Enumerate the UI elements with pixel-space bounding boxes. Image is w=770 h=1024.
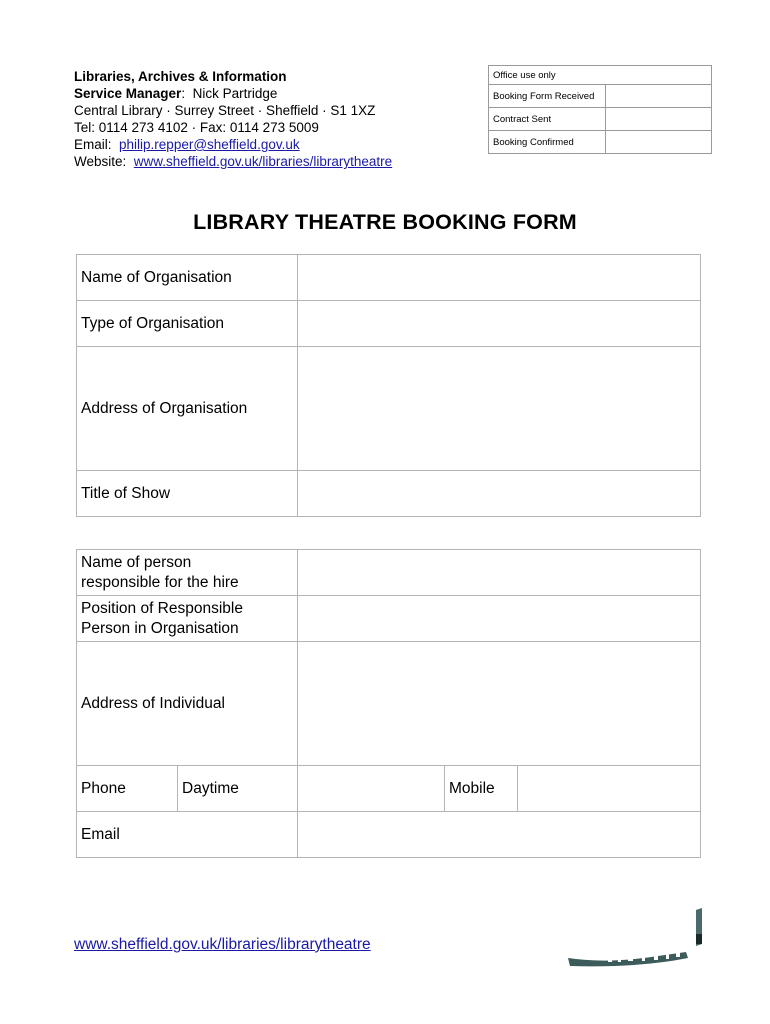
service-manager-line: Service Manager: Nick Partridge [74, 86, 278, 101]
position-label [77, 596, 298, 642]
position-field[interactable] [298, 596, 701, 642]
organisation-type-field[interactable] [298, 301, 701, 347]
position-label-line2: Person in Organisation [81, 619, 239, 637]
organisation-name-label: Name of Organisation [77, 255, 298, 301]
responsible-label-line2: responsible for the hire [81, 573, 239, 591]
organisation-table [76, 254, 701, 517]
daytime-phone-field[interactable] [298, 766, 445, 812]
show-title-field[interactable] [298, 471, 701, 517]
contract-sent-field[interactable] [606, 108, 712, 131]
contract-sent-label: Contract Sent [489, 108, 606, 131]
manager-label: Service Manager [74, 86, 182, 101]
individual-address-label: Address of Individual [77, 642, 298, 766]
responsible-person-table [76, 549, 701, 858]
organisation-type-label: Type of Organisation [77, 301, 298, 347]
organisation-address-label: Address of Organisation [77, 347, 298, 471]
tel-fax: Tel: 0114 273 4102 · Fax: 0114 273 5009 [74, 120, 319, 135]
footer-website-link[interactable]: www.sheffield.gov.uk/libraries/librarytheatre [74, 936, 371, 953]
mobile-phone-field[interactable] [518, 766, 701, 812]
council-logo [568, 908, 704, 972]
website-link[interactable]: www.sheffield.gov.uk/libraries/librarytheatre [133, 154, 393, 169]
responsible-label-line1: Name of person [81, 553, 192, 571]
mobile-label: Mobile [445, 766, 518, 812]
organisation-name-field[interactable] [298, 255, 701, 301]
booking-form-received-field[interactable] [606, 85, 712, 108]
email-line [74, 136, 392, 153]
office-use-table [488, 65, 712, 154]
booking-confirmed-label: Booking Confirmed [489, 131, 606, 154]
organisation-address-field[interactable] [298, 347, 701, 471]
org-name: Libraries, Archives & Information [74, 69, 287, 84]
website-label: Website: [74, 154, 127, 169]
responsible-person-field[interactable] [298, 550, 701, 596]
show-title-label: Title of Show [77, 471, 298, 517]
email-field[interactable] [298, 812, 701, 858]
postal-address: Central Library · Surrey Street · Sheffield · S1 1XZ [74, 103, 376, 118]
email-label: Email: [74, 137, 112, 152]
office-use-title: Office use only [489, 66, 712, 85]
daytime-label: Daytime [178, 766, 298, 812]
website-line [74, 153, 392, 170]
booking-confirmed-field[interactable] [606, 131, 712, 154]
position-label-line1: Position of Responsible [81, 599, 243, 617]
phone-label: Phone [77, 766, 178, 812]
footer [74, 936, 371, 954]
page-title: LIBRARY THEATRE BOOKING FORM [193, 210, 577, 234]
letterhead [74, 68, 392, 170]
email-label: Email [77, 812, 298, 858]
individual-address-field[interactable] [298, 642, 701, 766]
email-link[interactable]: philip.repper@sheffield.gov.uk [119, 137, 300, 152]
booking-form-received-label: Booking Form Received [489, 85, 606, 108]
manager-name: Nick Partridge [192, 86, 278, 101]
responsible-person-label [77, 550, 298, 596]
